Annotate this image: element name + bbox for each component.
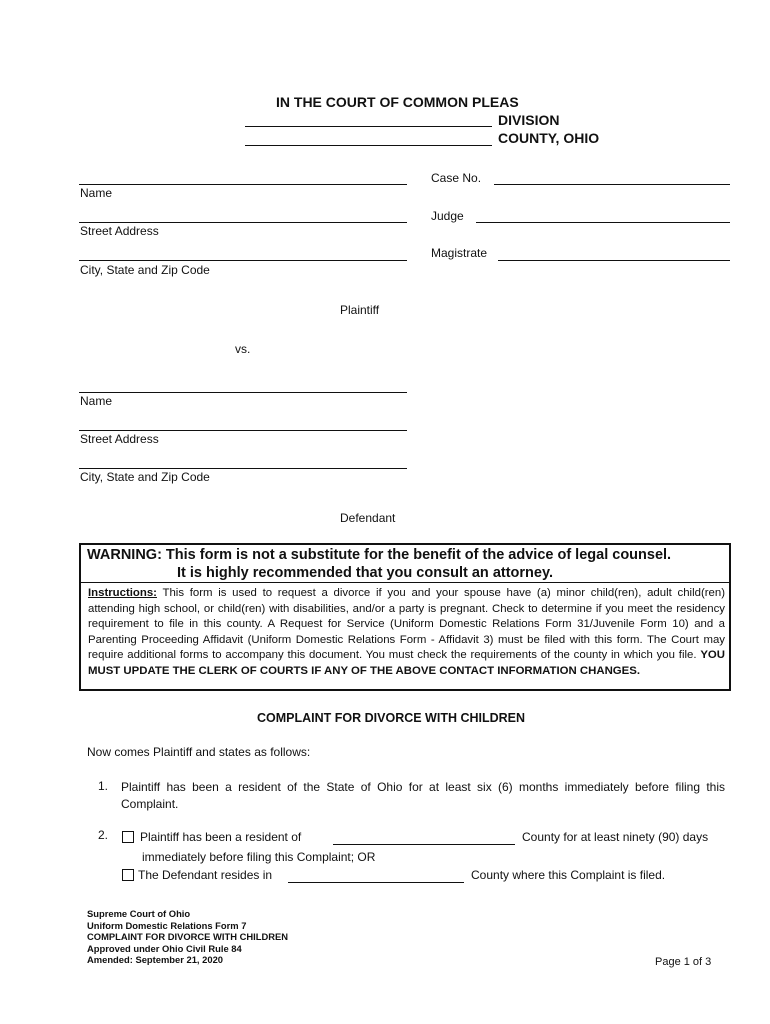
instructions-label: Instructions: — [88, 587, 157, 599]
footer-line-1: Supreme Court of Ohio — [87, 908, 191, 919]
division-label: DIVISION — [498, 112, 560, 128]
judge-label: Judge — [431, 209, 464, 223]
complaint-title: COMPLAINT FOR DIVORCE WITH CHILDREN — [257, 711, 526, 725]
item-1-text: Plaintiff has been a resident of the State of Ohio for at least six (6) months immediately before filing this Complaint. — [121, 780, 725, 811]
plaintiff-city-label: City, State and Zip Code — [80, 263, 210, 277]
residency-defendant-checkbox[interactable] — [122, 869, 134, 881]
defendant-street-label: Street Address — [80, 432, 159, 446]
plaintiff-street-field[interactable] — [79, 208, 407, 223]
item-2-option-1c: immediately before filing this Complaint; OR — [142, 850, 376, 864]
footer-line-2: Uniform Domestic Relations Form 7 — [87, 919, 247, 931]
versus-label: vs. — [235, 342, 251, 356]
case-no-label: Case No. — [431, 171, 482, 185]
defendant-county-field[interactable] — [288, 868, 464, 883]
warning-divider — [81, 582, 729, 583]
warning-line-2: It is highly recommended that you consult an attorney. — [177, 565, 553, 581]
case-no-field[interactable] — [494, 170, 730, 185]
plaintiff-city-field[interactable] — [79, 246, 407, 261]
judge-field[interactable] — [476, 208, 730, 223]
footer-line-4: Approved under Ohio Civil Rule 84 — [87, 942, 242, 954]
defendant-city-label: City, State and Zip Code — [80, 470, 210, 484]
instructions-paragraph — [88, 586, 725, 680]
warning-line-1: WARNING: This form is not a substitute for the benefit of the advice of legal counsel. — [87, 547, 672, 563]
defendant-name-field[interactable] — [79, 378, 407, 393]
footer-line-5: Amended: September 21, 2020 — [87, 954, 223, 965]
defendant-role-label: Defendant — [340, 511, 396, 525]
instructions-bold: YOU MUST UPDATE THE CLERK OF COURTS IF ANY OF THE ABOVE CONTACT INFORMATION CHANGES. — [88, 649, 725, 677]
magistrate-label: Magistrate — [431, 246, 488, 260]
defendant-name-label: Name — [80, 394, 113, 408]
county-field[interactable] — [245, 131, 492, 146]
item-2-option-2a: The Defendant resides in — [138, 868, 273, 882]
division-field[interactable] — [245, 112, 492, 127]
plaintiff-name-field[interactable] — [79, 170, 407, 185]
plaintiff-name-label: Name — [80, 186, 113, 200]
plaintiff-role-label: Plaintiff — [340, 303, 380, 317]
plaintiff-county-field[interactable] — [333, 830, 515, 845]
footer-line-3: COMPLAINT FOR DIVORCE WITH CHILDREN — [87, 931, 289, 942]
magistrate-field[interactable] — [498, 246, 730, 261]
item-1-number: 1. — [98, 779, 109, 793]
county-label: COUNTY, OHIO — [498, 130, 600, 146]
form-footer — [87, 908, 288, 966]
item-2-option-1a: Plaintiff has been a resident of — [140, 830, 302, 844]
item-2-number: 2. — [98, 828, 109, 842]
item-2-option-2b: County where this Complaint is filed. — [471, 868, 666, 882]
defendant-street-field[interactable] — [79, 416, 407, 431]
complaint-intro: Now comes Plaintiff and states as follows: — [87, 745, 311, 759]
court-title: IN THE COURT OF COMMON PLEAS — [276, 94, 519, 110]
residency-plaintiff-checkbox[interactable] — [122, 831, 134, 843]
item-2-option-1b: County for at least ninety (90) days — [522, 830, 709, 844]
warning-box — [79, 543, 731, 691]
page-number: Page 1 of 3 — [655, 956, 712, 968]
defendant-city-field[interactable] — [79, 454, 407, 469]
plaintiff-street-label: Street Address — [80, 224, 159, 238]
instructions-text: This form is used to request a divorce if you and your spouse have (a) minor child(ren), adult child(ren) attending high school, or child(ren) with disabilities, and/or a party is pregnant. Check to determine if you meet the residency requirement to file in this county. A Request for Service (Uniform Domestic Relations Form 31/Juvenile Form 10) and a Parenting Proceeding Affidavit (Uniform Domestic Relations Form - Affidavit 3) must be filed with this form. The Court may require additional forms to accompany this document. You must check the requirements of the county in which you file. — [88, 587, 725, 662]
